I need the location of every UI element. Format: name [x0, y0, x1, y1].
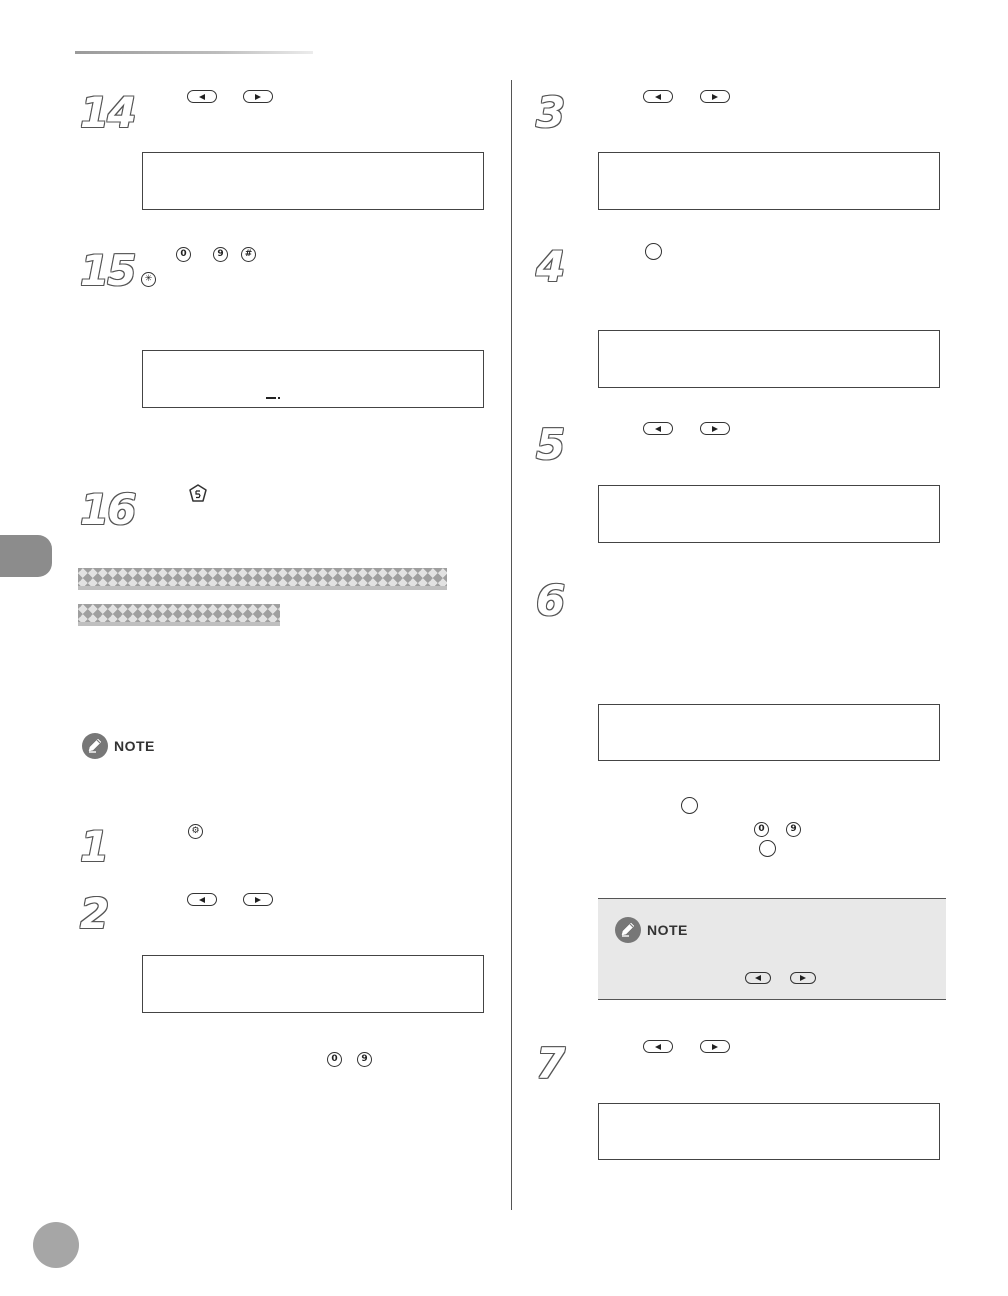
- lcd-display: [598, 1103, 940, 1160]
- note-pencil-icon: [82, 733, 108, 759]
- ok-key-icon: [645, 243, 662, 260]
- step-number-4: 4: [536, 242, 564, 291]
- right-arrow-key-icon: [243, 90, 273, 103]
- step-number-5: 5: [536, 420, 564, 469]
- step-number-14: 14: [80, 88, 135, 137]
- right-arrow-key-icon: [790, 972, 816, 984]
- right-arrow-key-icon: [700, 1040, 730, 1053]
- settings-key-icon: ⚙: [188, 824, 203, 839]
- lcd-display: [142, 350, 484, 408]
- lcd-display: [598, 330, 940, 388]
- lcd-display: [142, 955, 484, 1013]
- lcd-display: [142, 152, 484, 210]
- right-arrow-key-icon: [700, 90, 730, 103]
- step-number-16: 16: [80, 485, 135, 534]
- step-number-7: 7: [536, 1039, 564, 1088]
- left-arrow-key-icon: [643, 1040, 673, 1053]
- note-box: [598, 898, 946, 1000]
- step-number-15: 15: [80, 246, 135, 295]
- ok-key-icon: [759, 840, 776, 857]
- step-number-1: 1: [80, 822, 108, 871]
- lcd-display: [598, 485, 940, 543]
- lcd-display: [598, 704, 940, 761]
- step-number-2: 2: [80, 889, 108, 938]
- right-arrow-key-icon: [243, 893, 273, 906]
- zero-key-icon: 0: [327, 1052, 342, 1067]
- left-arrow-key-icon: [187, 90, 217, 103]
- header-rule: [75, 51, 313, 54]
- nine-key-icon: 9: [213, 247, 228, 262]
- section-heading-line-1: [78, 568, 447, 590]
- step-number-3: 3: [536, 88, 564, 137]
- hash-key-icon: #: [241, 247, 256, 262]
- left-arrow-key-icon: [187, 893, 217, 906]
- step-number-6: 6: [536, 576, 564, 625]
- section-heading-line-2: [78, 604, 280, 626]
- zero-key-icon: 0: [176, 247, 191, 262]
- left-arrow-key-icon: [643, 90, 673, 103]
- left-arrow-key-icon: [643, 422, 673, 435]
- note-label: NOTE: [647, 922, 688, 938]
- nine-key-icon: 9: [357, 1052, 372, 1067]
- lcd-cursor-dot: [278, 397, 280, 399]
- star-key-icon: ✳: [141, 272, 156, 287]
- stop-reset-key-icon: [188, 484, 208, 504]
- lcd-display: [598, 152, 940, 210]
- right-arrow-key-icon: [700, 422, 730, 435]
- lcd-cursor: [266, 397, 276, 399]
- page-number-circle: [33, 1222, 79, 1268]
- zero-key-icon: 0: [754, 822, 769, 837]
- nine-key-icon: 9: [786, 822, 801, 837]
- note-pencil-icon: [615, 917, 641, 943]
- ok-key-icon: [681, 797, 698, 814]
- note-label: NOTE: [114, 738, 155, 754]
- column-divider: [511, 80, 512, 1210]
- chapter-tab: [0, 535, 52, 577]
- left-arrow-key-icon: [745, 972, 771, 984]
